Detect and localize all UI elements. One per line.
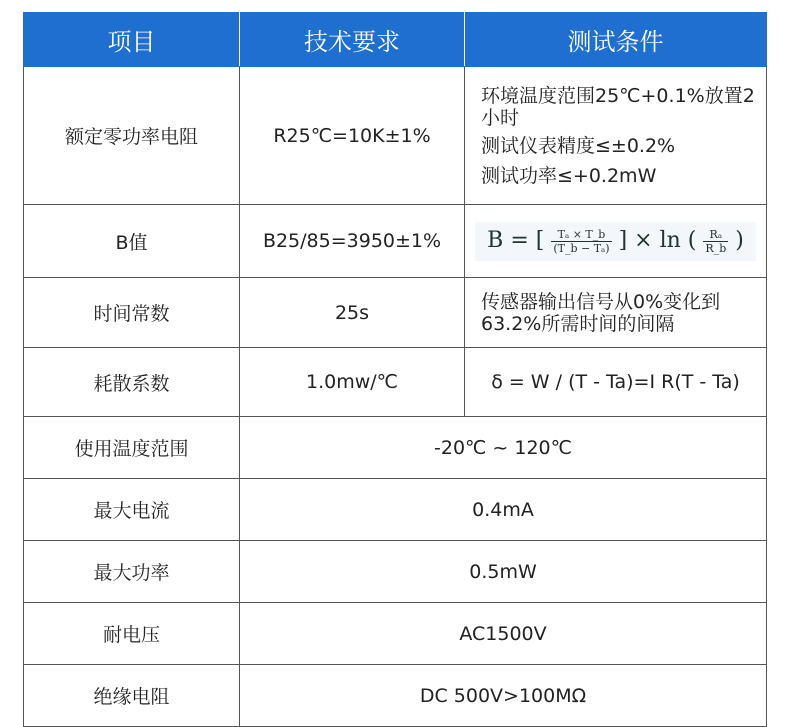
table-header-row [24,13,767,67]
header-requirement: 技术要求 [240,13,465,67]
table-row [24,665,767,727]
spec-table [23,12,767,727]
table-row [24,278,767,348]
row-requirement: R25℃=10K±1% [240,67,465,205]
formula-denominator-2: R_b [705,241,727,255]
formula-mid: ] × ln ( [618,228,697,253]
table-row [24,348,767,417]
row-item: 耐电压 [24,603,240,665]
row-item: 最大功率 [24,541,240,603]
row-requirement: B25/85=3950±1% [240,205,465,278]
spec-table-wrapper [23,12,766,727]
condition-line: 环境温度范围25℃+0.1%放置2小时 [481,84,755,129]
table-row [24,417,767,479]
row-requirement: 1.0mw/℃ [240,348,465,417]
row-item: 绝缘电阻 [24,665,240,727]
formula-numerator: Tₐ × T_b [551,228,611,242]
header-test-condition: 测试条件 [465,13,767,67]
row-value: -20℃ ~ 120℃ [240,417,767,479]
condition-line: 传感器输出信号从0%变化到 [481,290,721,313]
row-condition: δ = W / (T - Ta)=I R(T - Ta) [465,348,767,417]
row-value: DC 500V>100MΩ [240,665,767,727]
row-item: 耗散系数 [24,348,240,417]
table-row [24,603,767,665]
row-item: B值 [24,205,240,278]
table-row [24,205,767,278]
condition-line: 测试功率≤+0.2mW [481,164,657,187]
table-row [24,67,767,205]
row-value: 0.4mA [240,479,767,541]
row-value: 0.5mW [240,541,767,603]
row-item: 时间常数 [24,278,240,348]
formula-numerator-2: Rₐ [703,228,728,242]
header-item: 项目 [24,13,240,67]
table-row [24,541,767,603]
row-item: 额定零功率电阻 [24,67,240,205]
table-row [24,479,767,541]
formula-lhs: B = [ [487,228,545,253]
condition-line: 测试仪表精度≤±0.2% [481,134,676,157]
formula-denominator: (T_b − Tₐ) [553,241,610,255]
row-condition-formula [465,205,767,278]
row-item: 最大电流 [24,479,240,541]
row-value: AC1500V [240,603,767,665]
condition-line: 63.2%所需时间的间隔 [481,312,675,335]
formula-fraction-2 [703,228,728,255]
row-item: 使用温度范围 [24,417,240,479]
row-requirement: 25s [240,278,465,348]
row-condition [465,278,767,348]
formula-end: ) [735,228,744,253]
row-condition [465,67,767,205]
formula-fraction [551,228,611,255]
b-value-formula [475,222,756,261]
